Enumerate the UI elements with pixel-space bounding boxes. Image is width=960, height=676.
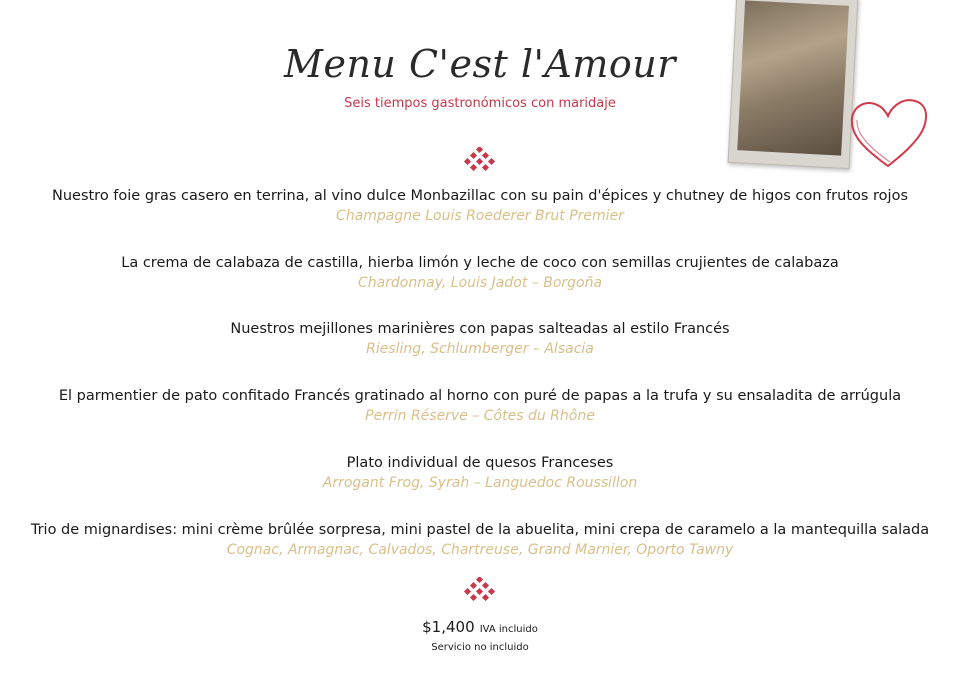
service-note: Servicio no incluido bbox=[431, 642, 529, 653]
course-dish: El parmentier de pato confitado Francés gratinado al horno con puré de papas a la trufa y su ensaladita de arrúgula bbox=[58, 388, 902, 404]
course-wine-pairing: Cognac, Armagnac, Calvados, Chartreuse, Grand Marnier, Oporto Tawny bbox=[226, 542, 734, 558]
course-dish: Trio de mignardises: mini crème brûlée sorpresa, mini pastel de la abuelita, mini crepa de caramelo a la mantequilla salada bbox=[30, 522, 930, 538]
diamond-ornament-icon bbox=[460, 577, 500, 601]
course-wine-pairing: Perrin Réserve – Côtes du Rhône bbox=[365, 408, 595, 424]
course-4 bbox=[0, 386, 960, 426]
menu-title: Menu C'est l'Amour bbox=[284, 42, 676, 86]
price-line bbox=[0, 617, 960, 636]
course-6 bbox=[0, 520, 960, 560]
price-tax-note: IVA incluido bbox=[479, 624, 538, 635]
course-wine-pairing: Riesling, Schlumberger – Alsacia bbox=[366, 341, 594, 357]
diamond-ornament-icon bbox=[460, 147, 500, 171]
course-wine-pairing: Arrogant Frog, Syrah – Languedoc Roussillon bbox=[322, 475, 638, 491]
course-dish: Nuestros mejillones marinières con papas salteadas al estilo Francés bbox=[230, 321, 730, 337]
course-dish: Nuestro foie gras casero en terrina, al vino dulce Monbazillac con su pain d'épices y chutney de higos con frutos rojos bbox=[51, 188, 909, 204]
course-5 bbox=[0, 453, 960, 493]
course-2 bbox=[0, 253, 960, 293]
course-1 bbox=[0, 186, 960, 226]
price-block bbox=[0, 617, 960, 653]
menu-subtitle: Seis tiempos gastronómicos con maridaje bbox=[344, 96, 616, 111]
course-dish: Plato individual de quesos Franceses bbox=[346, 455, 614, 471]
course-wine-pairing: Chardonnay, Louis Jadot – Borgoña bbox=[357, 275, 603, 291]
course-3 bbox=[0, 319, 960, 359]
course-wine-pairing: Champagne Louis Roederer Brut Premier bbox=[336, 208, 624, 224]
course-dish: La crema de calabaza de castilla, hierba limón y leche de coco con semillas crujientes de calabaza bbox=[121, 255, 839, 271]
price-amount: $1,400 bbox=[422, 618, 475, 636]
